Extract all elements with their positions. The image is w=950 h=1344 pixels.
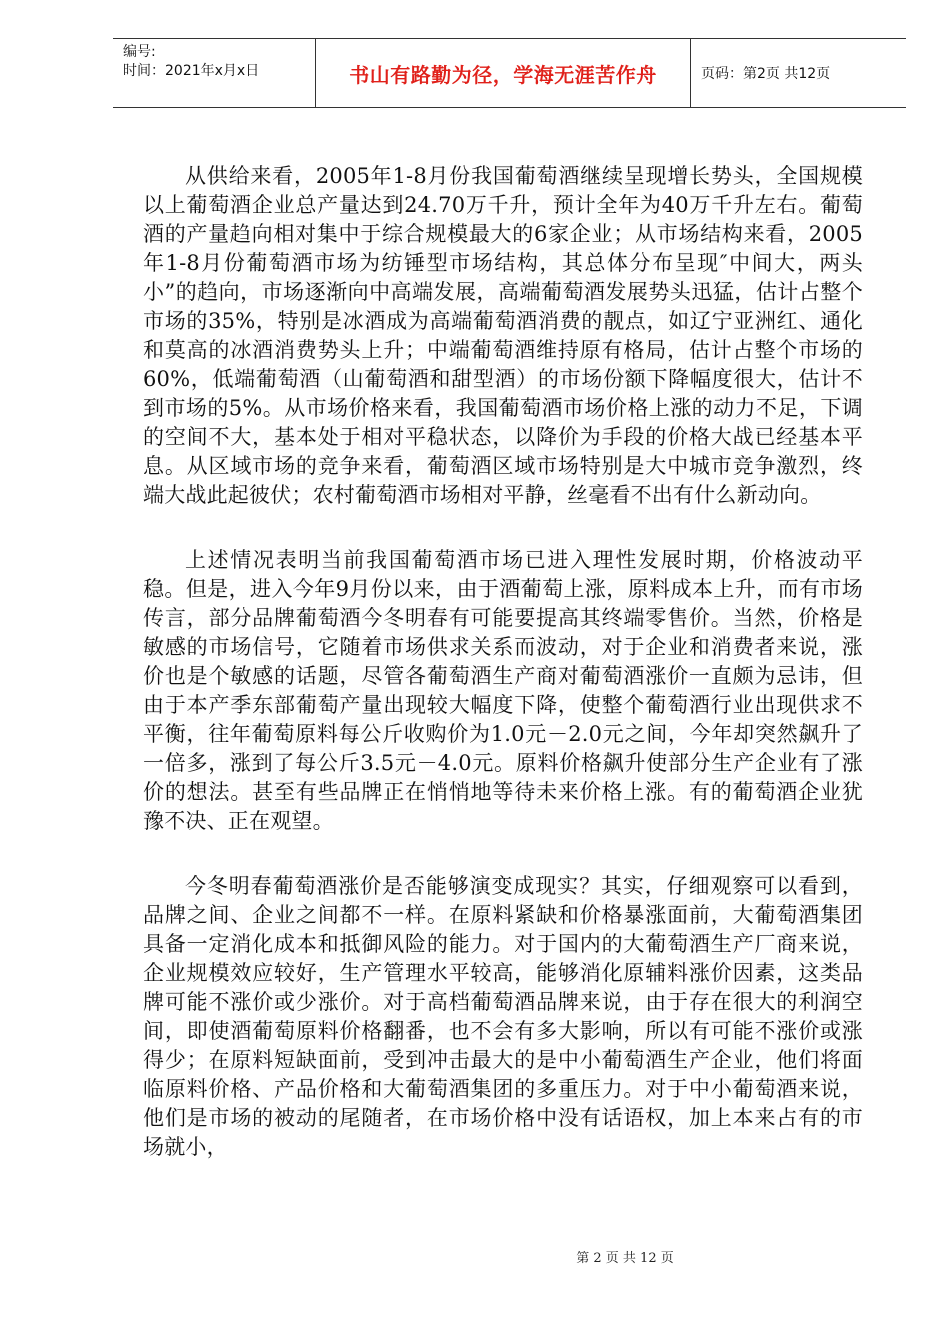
page-header [113,38,906,108]
header-meta [113,39,316,107]
time-label: 时间：2021年x月x日 [123,63,260,79]
document-body [143,162,863,1198]
paragraph-price-outlook: 今冬明春葡萄酒涨价是否能够演变成现实？其实，仔细观察可以看到，品牌之间、企业之间都不一样。在原料紧缺和价格暴涨面前，大葡萄酒集团具备一定消化成本和抵御风险的能力。对于国内的大葡萄酒生产厂商来说，企业规模效应较好，生产管理水平较高，能够消化原辅料涨价因素，这类品牌可能不涨价或少涨价。对于高档葡萄酒品牌来说，由于存在很大的利润空间，即使酒葡萄原料价格翻番，也不会有多大影响，所以有可能不涨价或涨得少；在原料短缺面前，受到冲击最大的是中小葡萄酒生产企业，他们将面临原料价格、产品价格和大葡萄酒集团的多重压力。对于中小葡萄酒来说，他们是市场的被动的尾随者，在市场价格中没有话语权，加上本来占有的市场就小， [143,874,863,1159]
header-motto: 书山有路勤为径，学海无涯苦作舟 [316,39,691,107]
header-page-label: 页码：第2页 共12页 [701,66,831,82]
number-label: 编号: [123,44,156,60]
paragraph-market-status: 上述情况表明当前我国葡萄酒市场已进入理性发展时期，价格波动平稳。但是，进入今年9月份以来，由于酒葡萄上涨，原料成本上升，而有市场传言，部分品牌葡萄酒今冬明春有可能要提高其终端零售价。当然，价格是敏感的市场信号，它随着市场供求关系而波动，对于企业和消费者来说，涨价也是个敏感的话题，尽管各葡萄酒生产商对葡萄酒涨价一直颇为忌讳，但由于本产季东部葡萄产量出现较大幅度下降，使整个葡萄酒行业出现供求不平衡，往年葡萄原料每公斤收购价为1.0元－2.0元之间，今年却突然飙升了一倍多，涨到了每公斤3.5元－4.0元。原料价格飙升使部分生产企业有了涨价的想法。甚至有些品牌正在悄悄地等待未来价格上涨。有的葡萄酒企业犹豫不决、正在观望。 [143,548,863,833]
page-footer: 第 2 页 共 12 页 [576,1251,674,1266]
paragraph-supply: 从供给来看，2005年1-8月份我国葡萄酒继续呈现增长势头，全国规模以上葡萄酒企业总产量达到24.70万千升，预计全年为40万千升左右。葡萄酒的产量趋向相对集中于综合规模最大的6家企业；从市场结构来看，2005年1-8月份葡萄酒市场为纺锤型市场结构，其总体分布呈现″中间大，两头小”的趋向，市场逐渐向中高端发展，高端葡萄酒发展势头迅猛，估计占整个市场的35%，特别是冰酒成为高端葡萄酒消费的靓点，如辽宁亚洲红、通化和莫高的冰酒消费势头上升；中端葡萄酒维持原有格局，估计占整个市场的60%，低端葡萄酒（山葡萄酒和甜型酒）的市场份额下降幅度很大，估计不到市场的5%。从市场价格来看，我国葡萄酒市场价格上涨的动力不足，下调的空间不大，基本处于相对平稳状态，以降价为手段的价格大战已经基本平息。从区域市场的竞争来看，葡萄酒区域市场特别是大中城市竞争激烈，终端大战此起彼伏；农村葡萄酒市场相对平静，丝毫看不出有什么新动向。 [143,164,863,507]
